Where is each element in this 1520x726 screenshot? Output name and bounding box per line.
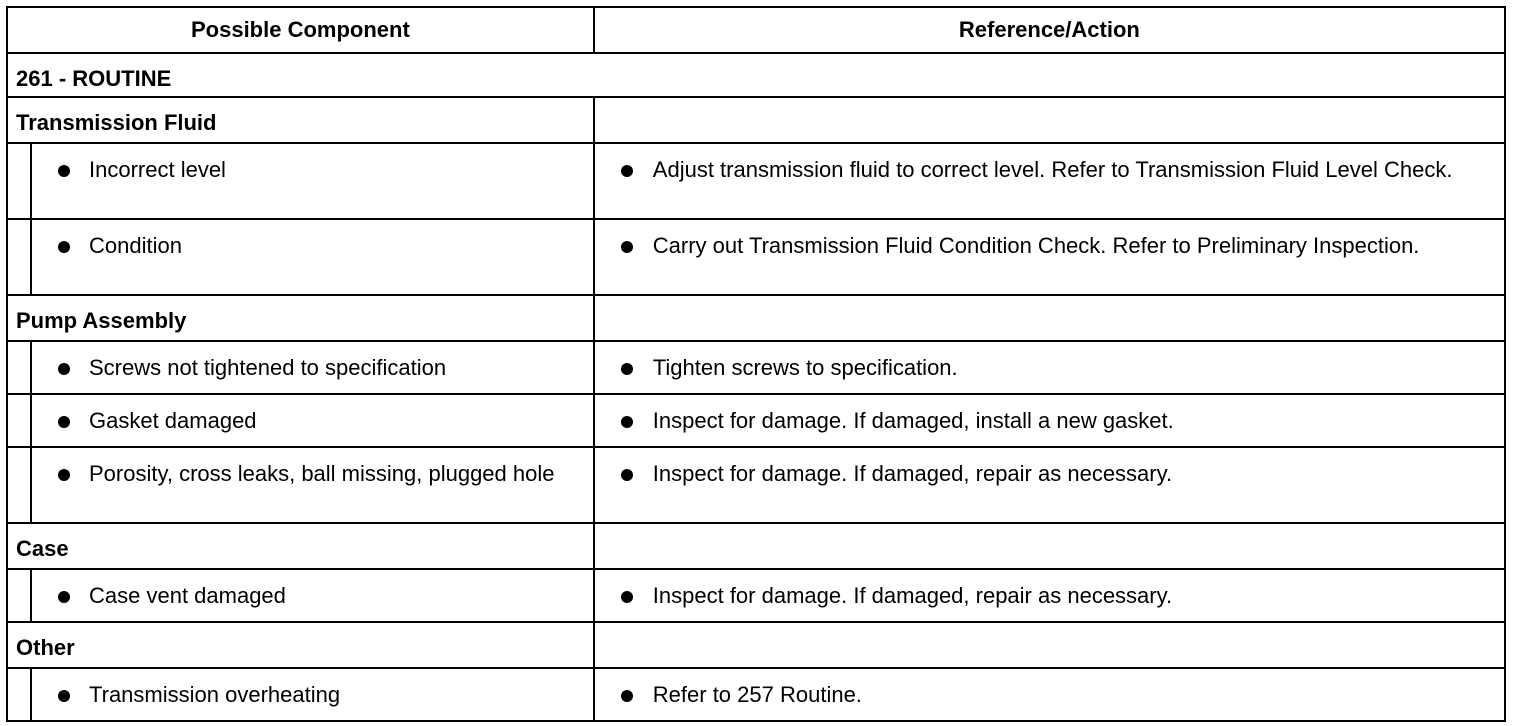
bullet-icon — [58, 591, 70, 603]
group-row — [7, 523, 1505, 569]
group-row — [7, 622, 1505, 668]
group-empty-cell — [594, 622, 1505, 668]
action-cell — [594, 219, 1505, 295]
bullet-icon — [621, 416, 633, 428]
table-row — [7, 394, 1505, 447]
group-title: Transmission Fluid — [7, 97, 594, 143]
bullet-icon — [58, 165, 70, 177]
bullet-icon — [621, 591, 633, 603]
action-cell — [594, 569, 1505, 622]
table-row — [7, 569, 1505, 622]
group-title: Other — [7, 622, 594, 668]
component-text: Screws not tightened to specification — [89, 355, 447, 380]
group-title: Pump Assembly — [7, 295, 594, 341]
action-text: Refer to 257 Routine. — [652, 682, 862, 707]
table-row — [7, 447, 1505, 523]
group-empty-cell — [594, 295, 1505, 341]
component-cell — [7, 447, 594, 523]
diagnostic-table — [6, 6, 1506, 722]
action-text: Inspect for damage. If damaged, repair as necessary. — [652, 461, 1173, 486]
bullet-icon — [621, 363, 633, 375]
bullet-icon — [621, 690, 633, 702]
component-text: Incorrect level — [89, 157, 226, 182]
bullet-icon — [58, 241, 70, 253]
table-row — [7, 219, 1505, 295]
component-text: Porosity, cross leaks, ball missing, plugged hole — [89, 461, 555, 486]
routine-row — [7, 53, 1505, 97]
bullet-icon — [621, 241, 633, 253]
component-text: Condition — [89, 233, 182, 258]
action-cell — [594, 341, 1505, 394]
bullet-icon — [621, 165, 633, 177]
component-cell — [7, 219, 594, 295]
action-cell — [594, 447, 1505, 523]
routine-title: 261 - ROUTINE — [7, 53, 1505, 97]
table-header-row — [7, 7, 1505, 53]
group-row — [7, 295, 1505, 341]
component-cell — [7, 569, 594, 622]
bullet-icon — [621, 469, 633, 481]
group-empty-cell — [594, 97, 1505, 143]
bullet-icon — [58, 416, 70, 428]
action-text: Inspect for damage. If damaged, install a new gasket. — [652, 408, 1174, 433]
component-cell — [7, 668, 594, 721]
action-text: Adjust transmission fluid to correct level. Refer to Transmission Fluid Level Check. — [652, 157, 1453, 182]
group-empty-cell — [594, 523, 1505, 569]
header-possible-component: Possible Component — [7, 7, 594, 53]
table-row — [7, 143, 1505, 219]
bullet-icon — [58, 363, 70, 375]
component-cell — [7, 341, 594, 394]
component-cell — [7, 394, 594, 447]
action-text: Tighten screws to specification. — [652, 355, 958, 380]
component-text: Gasket damaged — [89, 408, 257, 433]
action-text: Inspect for damage. If damaged, repair as necessary. — [652, 583, 1173, 608]
action-cell — [594, 668, 1505, 721]
component-text: Transmission overheating — [89, 682, 341, 707]
group-title: Case — [7, 523, 594, 569]
bullet-icon — [58, 690, 70, 702]
table-row — [7, 668, 1505, 721]
action-cell — [594, 143, 1505, 219]
action-text: Carry out Transmission Fluid Condition Check. Refer to Preliminary Inspection. — [652, 233, 1420, 258]
action-cell — [594, 394, 1505, 447]
header-reference-action: Reference/Action — [594, 7, 1505, 53]
component-text: Case vent damaged — [89, 583, 286, 608]
table-row — [7, 341, 1505, 394]
component-cell — [7, 143, 594, 219]
group-row — [7, 97, 1505, 143]
bullet-icon — [58, 469, 70, 481]
